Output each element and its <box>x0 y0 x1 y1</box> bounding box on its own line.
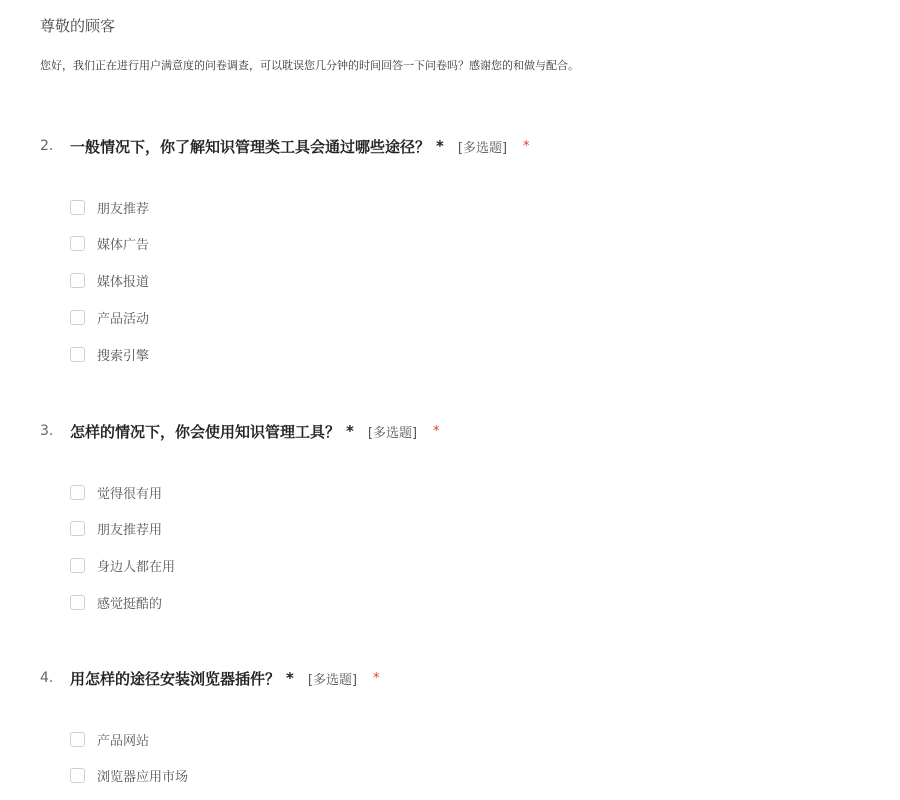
option-list <box>70 481 175 628</box>
survey-intro: 您好，我们正在进行用户满意度的问卷调查，可以耽误您几分钟的时间回答一下问卷吗？感谢您的和做与配合。 <box>40 59 579 72</box>
question-header <box>40 134 880 158</box>
checkbox[interactable] <box>70 200 85 215</box>
option-search-engine[interactable] <box>70 343 149 365</box>
option-product-events[interactable] <box>70 306 149 328</box>
greeting-title: 尊敬的顾客 <box>40 17 116 35</box>
question-title: 怎样的情况下，你会使用知识管理工具？ <box>70 422 341 441</box>
question-header <box>40 666 880 690</box>
required-star-icon: * <box>373 670 380 686</box>
question-type-label: [多选题] <box>367 425 418 441</box>
question-type-label: [多选题] <box>457 140 508 156</box>
checkbox[interactable] <box>70 310 85 325</box>
question-number: 4. <box>40 670 54 686</box>
checkbox[interactable] <box>70 347 85 362</box>
question-4 <box>40 666 880 786</box>
question-type-label: [多选题] <box>307 672 358 688</box>
question-title: 用怎样的途径安装浏览器插件？ <box>70 669 281 688</box>
option-list <box>70 196 149 380</box>
question-header <box>40 419 880 443</box>
required-marker: * <box>436 137 444 155</box>
checkbox[interactable] <box>70 273 85 288</box>
option-friend-recommend[interactable] <box>70 196 149 218</box>
option-label: 朋友推荐 <box>97 201 150 217</box>
checkbox[interactable] <box>70 732 85 747</box>
option-very-useful[interactable] <box>70 481 175 503</box>
question-number: 2. <box>40 138 54 154</box>
checkbox[interactable] <box>70 521 85 536</box>
required-marker: * <box>346 422 354 440</box>
option-label: 搜索引擎 <box>97 348 150 364</box>
option-label: 媒体广告 <box>97 238 150 254</box>
option-browser-app-store[interactable] <box>70 765 188 787</box>
option-people-around-use[interactable] <box>70 555 175 577</box>
checkbox[interactable] <box>70 595 85 610</box>
option-feels-cool[interactable] <box>70 591 175 613</box>
option-product-website[interactable] <box>70 728 188 750</box>
required-star-icon: * <box>433 423 440 439</box>
option-label: 产品网站 <box>97 733 150 749</box>
question-number: 3. <box>40 423 54 439</box>
option-label: 觉得很有用 <box>97 486 163 502</box>
question-3 <box>40 419 880 612</box>
checkbox[interactable] <box>70 485 85 500</box>
option-media-ads[interactable] <box>70 233 149 255</box>
option-label: 感觉挺酷的 <box>97 596 163 612</box>
question-title: 一般情况下，你了解知识管理类工具会通过哪些途径？ <box>70 137 431 156</box>
option-label: 产品活动 <box>97 311 150 327</box>
checkbox[interactable] <box>70 768 85 783</box>
checkbox[interactable] <box>70 558 85 573</box>
option-label: 浏览器应用市场 <box>97 770 189 786</box>
option-list <box>70 728 188 800</box>
option-label: 媒体报道 <box>97 275 150 291</box>
required-marker: * <box>286 669 294 687</box>
required-star-icon: * <box>523 138 530 154</box>
option-media-reports[interactable] <box>70 270 149 292</box>
option-friend-recommended-use[interactable] <box>70 518 175 540</box>
checkbox[interactable] <box>70 236 85 251</box>
question-2 <box>40 134 880 364</box>
option-label: 身边人都在用 <box>97 560 176 576</box>
option-label: 朋友推荐用 <box>97 523 163 539</box>
